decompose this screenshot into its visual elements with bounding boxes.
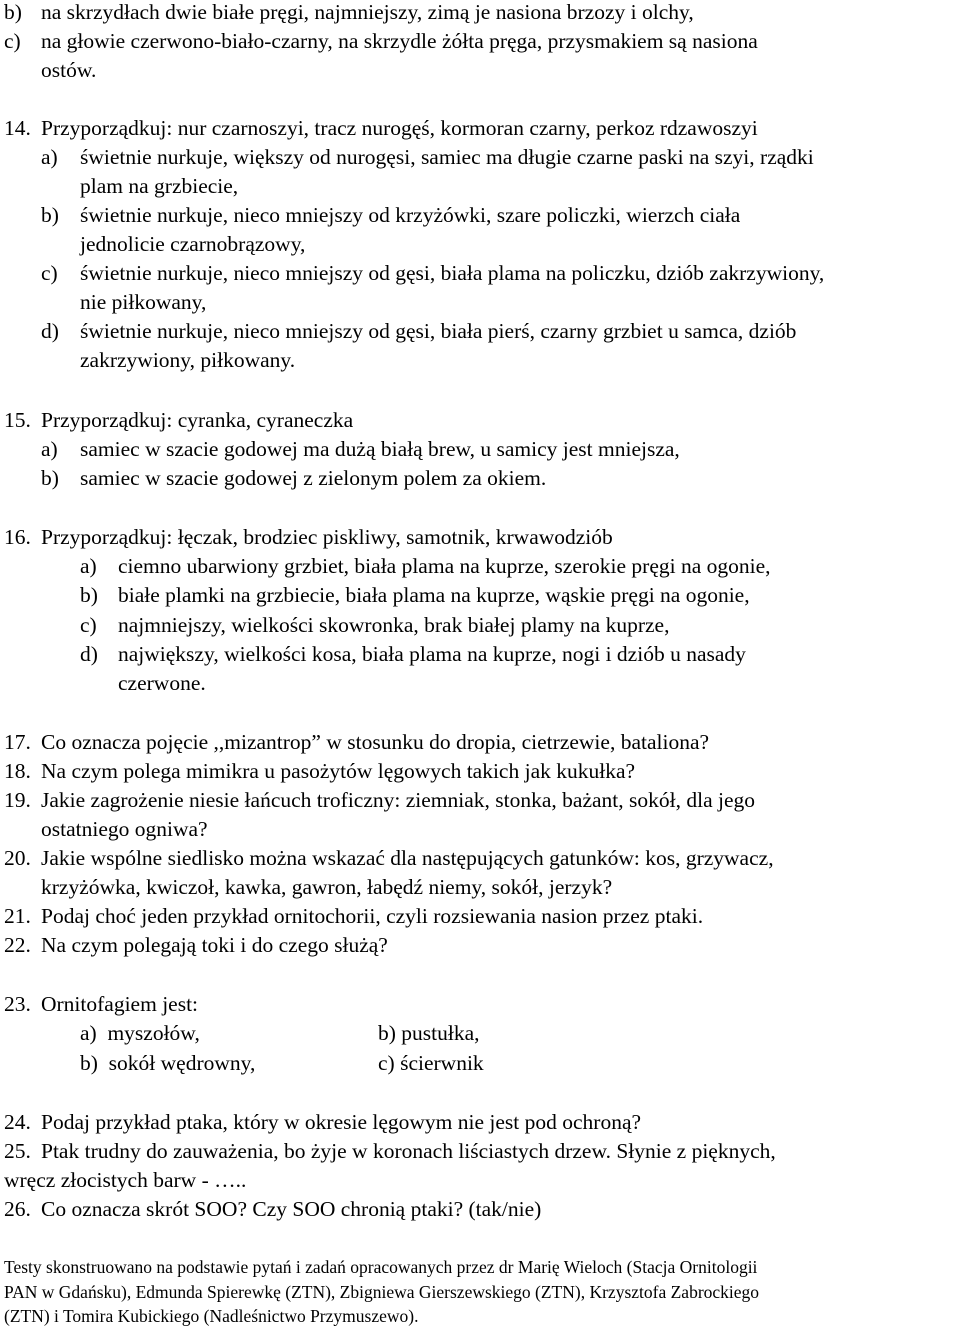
q23-option-b-right: b) pustułka, (378, 1021, 480, 1045)
q24-text: Podaj przykład ptaka, który w okresie lęgowym nie jest pod ochroną? (41, 1110, 642, 1134)
q14-number: 14. (4, 116, 31, 140)
q14-option-a-line1: świetnie nurkuje, większy od nurogęsi, samiec ma długie czarne paski na szyi, rządki (80, 145, 814, 169)
q23-option-c: c) ścierwnik (378, 1051, 484, 1075)
q20-number: 20. (4, 846, 31, 870)
footer-line-3: (ZTN) i Tomira Kubickiego (Nadleśnictwo Przymuszewo). (4, 1306, 419, 1326)
q19-number: 19. (4, 788, 31, 812)
q21-number: 21. (4, 904, 31, 928)
q22-text: Na czym polegają toki i do czego służą? (41, 933, 388, 957)
q20-line1: Jakie wspólne siedlisko można wskazać dla następujących gatunków: kos, grzywacz, (41, 846, 774, 870)
q13-option-c-label: c) (4, 29, 21, 53)
q14-option-a-label: a) (41, 145, 58, 169)
q15-option-b-text: samiec w szacie godowej z zielonym polem za okiem. (80, 466, 547, 490)
q15-option-a-label: a) (41, 437, 58, 461)
footer-credits (4, 1255, 944, 1329)
q18-text: Na czym polega mimikra u pasożytów lęgowych takich jak kukułka? (41, 759, 636, 783)
q16-option-c-text: najmniejszy, wielkości skowronka, brak białej plamy na kuprze, (118, 613, 670, 637)
q19-line1: Jakie zagrożenie niesie łańcuch troficzny: ziemniak, stonka, bażant, sokół, dla jego (41, 788, 756, 812)
q25-number: 25. (4, 1139, 31, 1163)
q26-number: 26. (4, 1197, 31, 1221)
q15-option-b-label: b) (41, 466, 59, 490)
q14-option-d-line2: zakrzywiony, piłkowany. (80, 348, 296, 372)
q17-number: 17. (4, 730, 31, 754)
q26-text: Co oznacza skrót SOO? Czy SOO chronią ptaki? (tak/nie) (41, 1197, 542, 1221)
q13-option-c-line1: na głowie czerwono-biało-czarny, na skrzydle żółta pręga, przysmakiem są nasiona (41, 29, 758, 53)
q23-text: Ornitofagiem jest: (41, 992, 199, 1016)
q16-option-d-label: d) (80, 642, 98, 666)
q14-text: Przyporządkuj: nur czarnoszyi, tracz nurogęś, kormoran czarny, perkoz rdzawoszyi (41, 116, 758, 140)
q16-option-a-text: ciemno ubarwiony grzbiet, biała plama na kuprze, szerokie pręgi na ogonie, (118, 554, 771, 578)
q16-option-b-text: białe plamki na grzbiecie, biała plama na kuprze, wąskie pręgi na ogonie, (118, 583, 750, 607)
q14-option-c-line1: świetnie nurkuje, nieco mniejszy od gęsi, biała plama na policzku, dziób zakrzywiony, (80, 261, 825, 285)
q19-line2: ostatniego ogniwa? (41, 817, 208, 841)
q13-option-b-label: b) (4, 0, 22, 24)
q15-text: Przyporządkuj: cyranka, cyraneczka (41, 408, 354, 432)
q14-option-b-line1: świetnie nurkuje, nieco mniejszy od krzyżówki, szare policzki, wierzch ciała (80, 203, 741, 227)
q23-number: 23. (4, 992, 31, 1016)
q14-option-d-line1: świetnie nurkuje, nieco mniejszy od gęsi, biała pierś, czarny grzbiet u samca, dziób (80, 319, 797, 343)
q14-option-c-line2: nie piłkowany, (80, 290, 207, 314)
q20-line2: krzyżówka, kwiczoł, kawka, gawron, łabędź niemy, sokół, jerzyk? (41, 875, 613, 899)
q15-option-a-text: samiec w szacie godowej ma dużą białą brew, u samicy jest mniejsza, (80, 437, 680, 461)
q13-option-b-text: na skrzydłach dwie białe pręgi, najmniejszy, zimą je nasiona brzozy i olchy, (41, 0, 694, 24)
q25-line2: wręcz złocistych barw - ….. (4, 1168, 247, 1192)
q23-option-a: a) myszołów, (80, 1021, 200, 1045)
q14-option-b-line2: jednolicie czarnobrązowy, (80, 232, 306, 256)
q14-option-d-label: d) (41, 319, 59, 343)
q16-option-d-line2: czerwone. (118, 671, 206, 695)
q22-number: 22. (4, 933, 31, 957)
q14-option-c-label: c) (41, 261, 58, 285)
q14-option-b-label: b) (41, 203, 59, 227)
footer-line-1: Testy skonstruowano na podstawie pytań i zadań opracowanych przez dr Marię Wieloch (Stacja Ornitologii (4, 1257, 758, 1277)
q15-number: 15. (4, 408, 31, 432)
q13-option-c-line2: ostów. (41, 58, 97, 82)
q16-option-d-line1: największy, wielkości kosa, biała plama na kuprze, nogi i dziób u nasady (118, 642, 746, 666)
q21-text: Podaj choć jeden przykład ornitochorii, czyli rozsiewania nasion przez ptaki. (41, 904, 704, 928)
q16-option-b-label: b) (80, 583, 98, 607)
q16-number: 16. (4, 525, 31, 549)
q16-option-a-label: a) (80, 554, 97, 578)
q25-line1: Ptak trudny do zauważenia, bo żyje w koronach liściastych drzew. Słynie z pięknych, (41, 1139, 776, 1163)
q23-option-b-left: b) sokół wędrowny, (80, 1051, 256, 1075)
q24-number: 24. (4, 1110, 31, 1134)
q18-number: 18. (4, 759, 31, 783)
footer-line-2: PAN w Gdańsku), Edmunda Spierewkę (ZTN), Zbigniewa Gierszewskiego (ZTN), Krzysztofa Zabrockiego (4, 1281, 760, 1302)
q16-text: Przyporządkuj: łęczak, brodziec piskliwy, samotnik, krwawodziób (41, 525, 613, 549)
q16-option-c-label: c) (80, 613, 97, 637)
q14-option-a-line2: plam na grzbiecie, (80, 174, 239, 198)
q17-text: Co oznacza pojęcie ,,mizantrop” w stosunku do dropia, cietrzewie, bataliona? (41, 730, 710, 754)
